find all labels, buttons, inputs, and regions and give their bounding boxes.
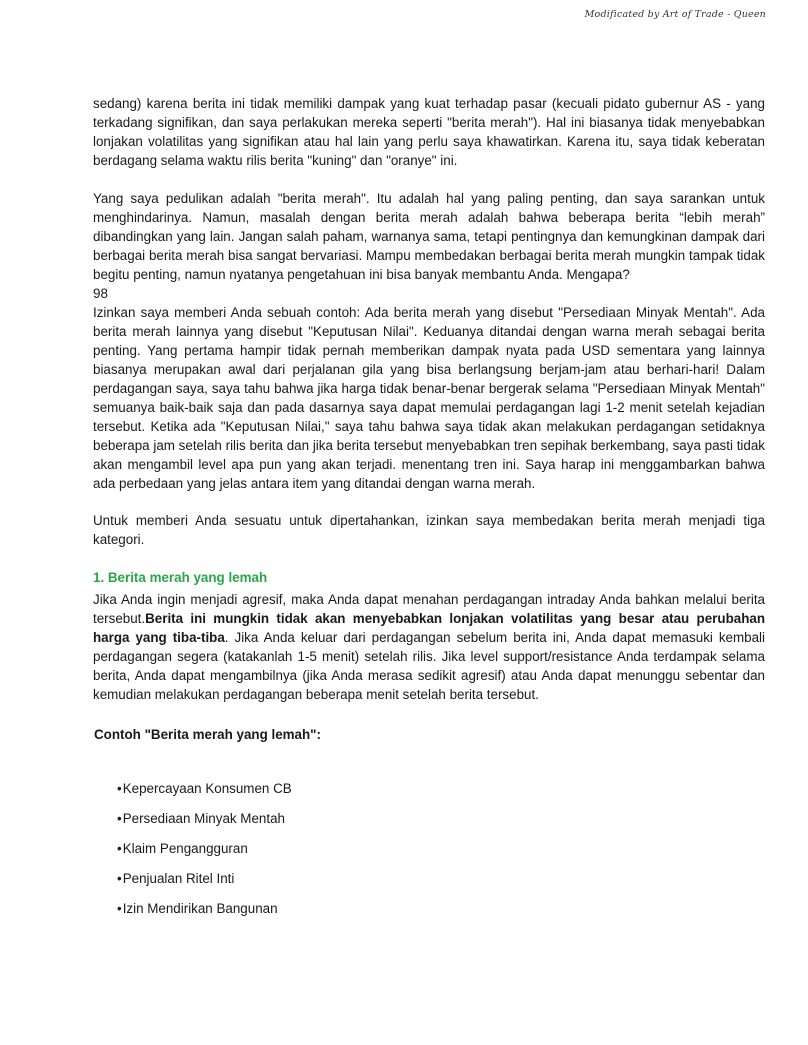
paragraph-1: sedang) karena berita ini tidak memiliki dampak yang kuat terhadap pasar (kecuali pidato gubernur AS - yang terkadang signifikan, dan saya perlakukan mereka seperti "berita merah"). Hal ini biasanya tidak menyebabkan lonjakan volatilitas yang signifikan atau hal lain yang perlu saya khawatirkan. Karena itu, saya tidak keberatan berdagang selama waktu rilis berita "kuning" dan "oranye" ini. (93, 96, 765, 168)
list-item (117, 779, 765, 809)
section-text-b: . Jika Anda keluar dari perdagangan sebelum berita ini, Anda dapat memasuki kembali perdagangan segera (katakanlah 1-5 menit) setelah rilis. Jika level support/resistance Anda terdampak selama berita, Anda dapat mengambilnya (jika Anda merasa sedikit agresif) atau Anda dapat menunggu sebentar dan kemudian melakukan perdagangan beberapa menit setelah berita tersebut. (93, 630, 766, 702)
bullet-icon: • (117, 781, 122, 796)
list-item-text: Persediaan Minyak Mentah (122, 811, 285, 826)
example-title: Contoh "Berita merah yang lemah": (94, 727, 321, 742)
list-item (117, 839, 765, 869)
section-heading: 1. Berita merah yang lemah (93, 570, 268, 585)
bullet-icon: • (117, 841, 122, 856)
list-item-text: Kepercayaan Konsumen CB (122, 781, 292, 796)
section-text-a: Jika Anda ingin menjadi agresif, maka Anda dapat menahan perdagangan intraday Anda bahkan melalui berita tersebut. (93, 592, 765, 626)
section-paragraph (93, 590, 765, 704)
list-item-text: Penjualan Ritel Inti (122, 871, 235, 886)
bullet-icon: • (117, 901, 122, 916)
bullet-icon: • (117, 871, 122, 886)
list-item (117, 899, 765, 929)
page-number: 98 (93, 286, 108, 301)
bullet-icon: • (117, 811, 122, 826)
header-note: Modificated by Art of Trade - Queen (584, 9, 766, 20)
paragraph-3: Izinkan saya memberi Anda sebuah contoh: Ada berita merah yang disebut "Persediaan Minyak Mentah". Ada berita merah lainnya yang disebut "Keputusan Nilai". Keduanya ditandai dengan warna merah sebagai berita penting. Yang pertama hampir tidak pernah memberikan dampak nyata pada USD sementara yang lainnya biasanya merupakan awal dari perjalanan gila yang bisa berlangsung berjam-jam atau berhari-hari! Dalam perdagangan saya, saya tahu bahwa jika harga tidak benar-benar bergerak selama "Persediaan Minyak Mentah" semuanya baik-baik saja dan pada dasarnya saya dapat memulai perdagangan lagi 1-2 menit setelah kejadian tersebut. Ketika ada "Keputusan Nilai," saya tahu bahwa saya tidak akan melakukan perdagangan setidaknya beberapa jam setelah rilis berita dan jika berita tersebut menyebabkan tren sepihak berkembang, saya pasti tidak akan mengambil level apa pun yang akan terjadi. menentang tren ini. Saya harap ini menggambarkan bahwa ada perbedaan yang jelas antara item yang ditandai dengan warna merah. (93, 305, 765, 491)
list-item (117, 809, 765, 839)
section-text-bold: Berita ini mungkin tidak akan menyebabkan lonjakan volatilitas yang besar atau perubahan harga yang tiba-tiba (93, 611, 765, 645)
list-item (117, 869, 765, 899)
list-item-text: Izin Mendirikan Bangunan (122, 901, 278, 916)
paragraph-2: Yang saya pedulikan adalah "berita merah". Itu adalah hal yang paling penting, dan saya sarankan untuk menghindarinya. Namun, masalah dengan berita merah adalah bahwa beberapa berita “lebih merah” dibandingkan yang lain. Jangan salah paham, warnanya sama, tetapi pentingnya dan kemungkinan dampak dari berbagai berita merah bisa sangat bervariasi. Mampu membedakan berbagai berita merah mungkin tampak tidak begitu penting, namun nyatanya pengetahuan ini bisa banyak membantu Anda. Mengapa? (93, 191, 765, 282)
document-body (93, 94, 765, 929)
paragraph-4: Untuk memberi Anda sesuatu untuk dipertahankan, izinkan saya membedakan berita merah menjadi tiga kategori. (93, 513, 765, 547)
list-item-text: Klaim Pengangguran (122, 841, 248, 856)
example-list (93, 779, 765, 929)
